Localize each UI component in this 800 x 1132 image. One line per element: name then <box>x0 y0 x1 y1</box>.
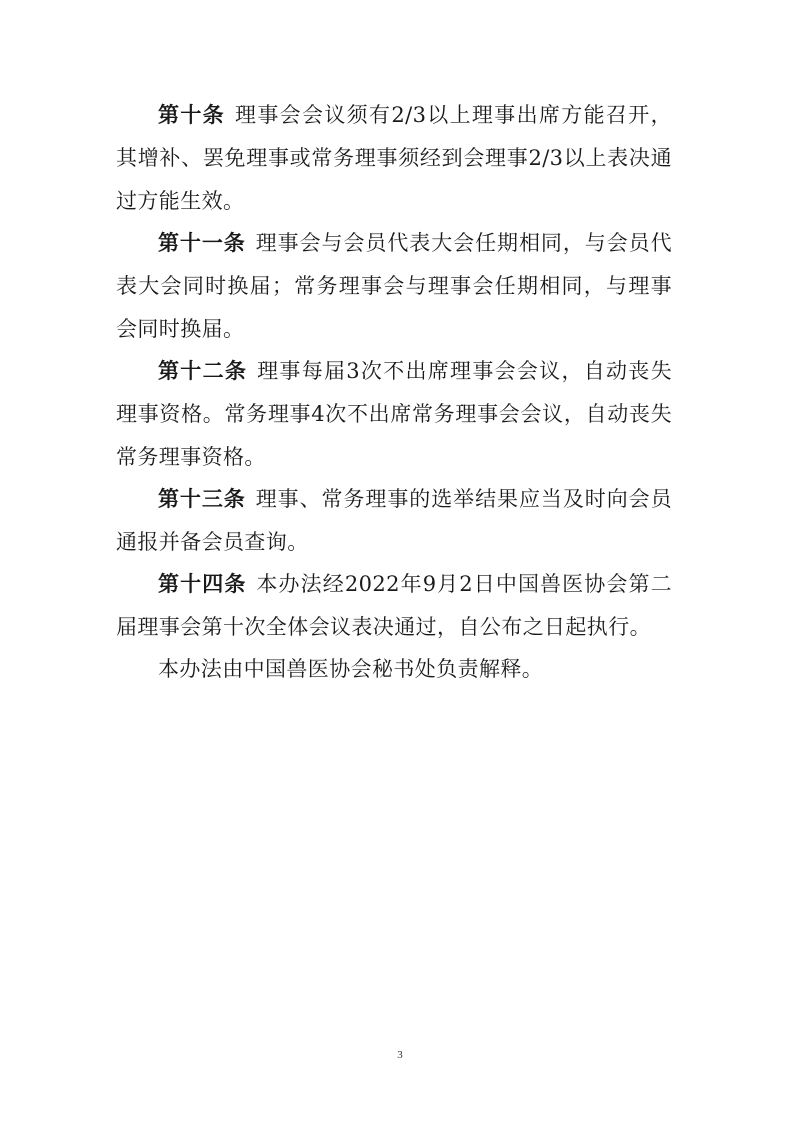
page-number: 3 <box>397 1049 403 1061</box>
article-10 <box>116 94 672 223</box>
article-text: 本办法经2022年9月2日中国兽医协会第二届理事会第十次全体会议表决通过，自公布之日起执行。 <box>116 572 672 639</box>
article-number: 第十条 <box>158 103 225 127</box>
article-11 <box>116 222 672 351</box>
article-text: 理事会与会员代表大会任期相同，与会员代表大会同时换届；常务理事会与理事会任期相同，与理事会同时换届。 <box>116 231 672 341</box>
article-number: 第十四条 <box>158 572 247 596</box>
article-number: 第十二条 <box>158 359 248 383</box>
article-text: 理事每届3次不出席理事会会议，自动丧失理事资格。常务理事4次不出席常务理事会会议，自动丧失常务理事资格。 <box>116 359 672 469</box>
article-13 <box>116 478 672 564</box>
article-14 <box>116 563 672 649</box>
article-text: 理事、常务理事的选举结果应当及时向会员通报并备会员查询。 <box>116 487 672 554</box>
article-12 <box>116 350 672 479</box>
closing-note: 本办法由中国兽医协会秘书处负责解释。 <box>158 657 544 681</box>
article-number: 第十三条 <box>158 487 246 511</box>
article-number: 第十一条 <box>158 231 246 255</box>
article-text: 理事会会议须有2/3以上理事出席方能召开，其增补、罢免理事或常务理事须经到会理事2/3以上表决通过方能生效。 <box>116 103 672 213</box>
